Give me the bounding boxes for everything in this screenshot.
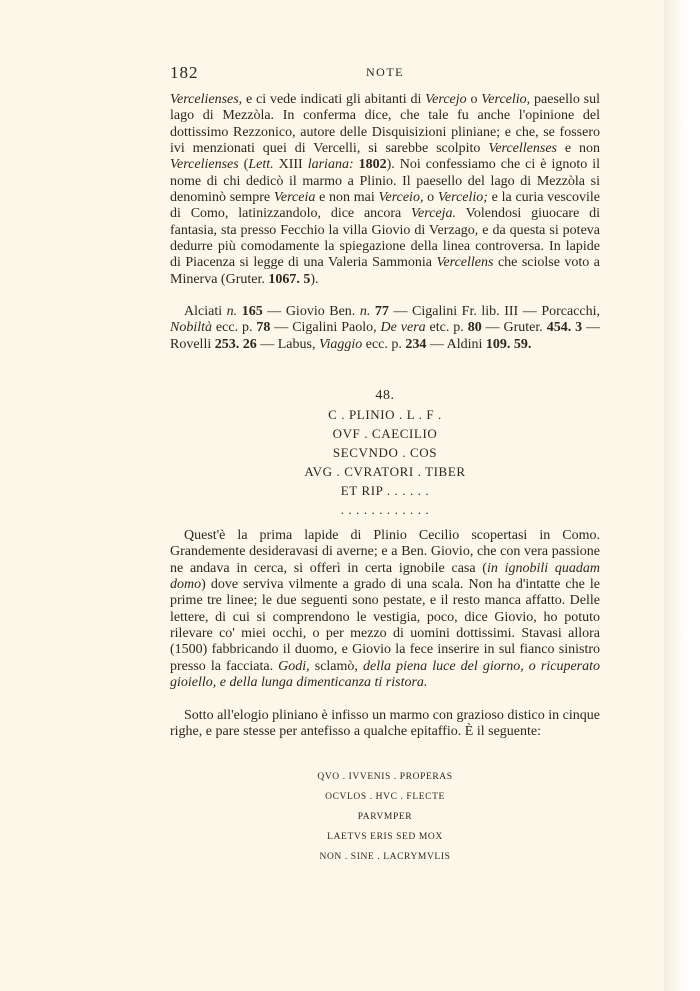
inscription-line: . . . . . . . . . . . . xyxy=(340,502,430,517)
inscription-number: 48. xyxy=(375,388,395,403)
page-number: 182 xyxy=(170,63,199,82)
inscription-line: SECVNDO . COS xyxy=(332,445,438,460)
inscription-line: ET RIP . . . . . . xyxy=(340,483,430,498)
inscription-line: PARVMPER xyxy=(357,812,413,822)
paragraph-distich: Sotto all'elogio pliniano è infisso un marmo con grazioso distico in cinque righe, e pare stesse per antefisso a qualche epitaffio. È il seguente: xyxy=(170,708,600,740)
page-header xyxy=(170,63,600,87)
inscription-line: C . PLINIO . L . F . xyxy=(328,407,442,422)
inscription-line: OCVLOS . HVC . FLECTE xyxy=(325,792,445,802)
inscription-epitaph xyxy=(170,767,600,867)
page-gutter xyxy=(664,0,700,991)
inscription-pliny xyxy=(170,386,600,519)
running-title: NOTE xyxy=(366,65,404,79)
inscription-line: OVF . CAECILIO xyxy=(332,426,438,441)
paragraph-discovery: Quest'è la prima lapide di Plinio Cecilio scopertasi in Como. Grandemente desideravasi di averne; e a Ben. Giovio, che con vera passione ne andava in cerca, si offerì in certa ignobile casa (in ignobili quadam domo) dove serviva vilmente a grado di una scala. Non ha d'intatte che le prime tre linee; le due seguenti sono pestate, e il resto manca affatto. Delle lettere, di cui si comprendono le vestigia, poco, dice Giovio, ho potuto rilevare co' miei occhi, o per mezzo di uomini dottissimi. Stavasi allora (1500) fabbricando il duomo, e Giovio la fece inserire in sul fianco sinistro presso la facciata. Godi, sclamò, della piena luce del giorno, o ricuperato gioiello, e della lunga dimenticanza ti ristora. xyxy=(170,528,601,691)
inscription-line: QVO . IVVENIS . PROPERAS xyxy=(317,772,453,782)
paragraph-vercelienses: Vercelienses, e ci vede indicati gli abitanti di Vercejo o Vercelio, paesello sul lago di Mezzòla. In conferma dice, che tale fu anche l'opinione del dottissimo Rezzonico, autore delle Disquisizioni pliniane; e che, se fossero ivi menzionati quei di Vercelli, si sarebbe scolpito Vercellenses e non Vercelienses (Lett. XIII lariana: 1802). Noi confessiamo che ci è ignoto il nome di chi dedicò il marmo a Plinio. Il paesello del lago di Mezzòla si denominò sempre Verceia e non mai Verceio, o Vercelio; e la curia vescovile di Como, latinizzandolo, dice ancora Verceja. Volendosi giuocare di fantasia, sta presso Fecchio la villa Giovio di Verzago, e da questa si poteva dedurre più comodamente la spiegazione della linea controversa. In lapide di Piacenza si legge di una Valeria Sammonia Vercellens che sciolse voto a Minerva (Gruter. 1067. 5). xyxy=(170,92,601,287)
inscription-line: AVG . CVRATORI . TIBER xyxy=(304,464,466,479)
inscription-line: LAETVS ERIS SED MOX xyxy=(327,832,443,842)
paragraph-references: Alciati n. 165 — Giovio Ben. n. 77 — Cigalini Fr. lib. III — Porcacchi, Nobiltà ecc. p. 78 — Cigalini Paolo, De vera etc. p. 80 — Gruter. 454. 3 — Rovelli 253. 26 — Labus, Viaggio ecc. p. 234 — Aldini 109. 59. xyxy=(170,304,601,352)
inscription-line: NON . SINE . LACRYMVLIS xyxy=(319,852,451,862)
